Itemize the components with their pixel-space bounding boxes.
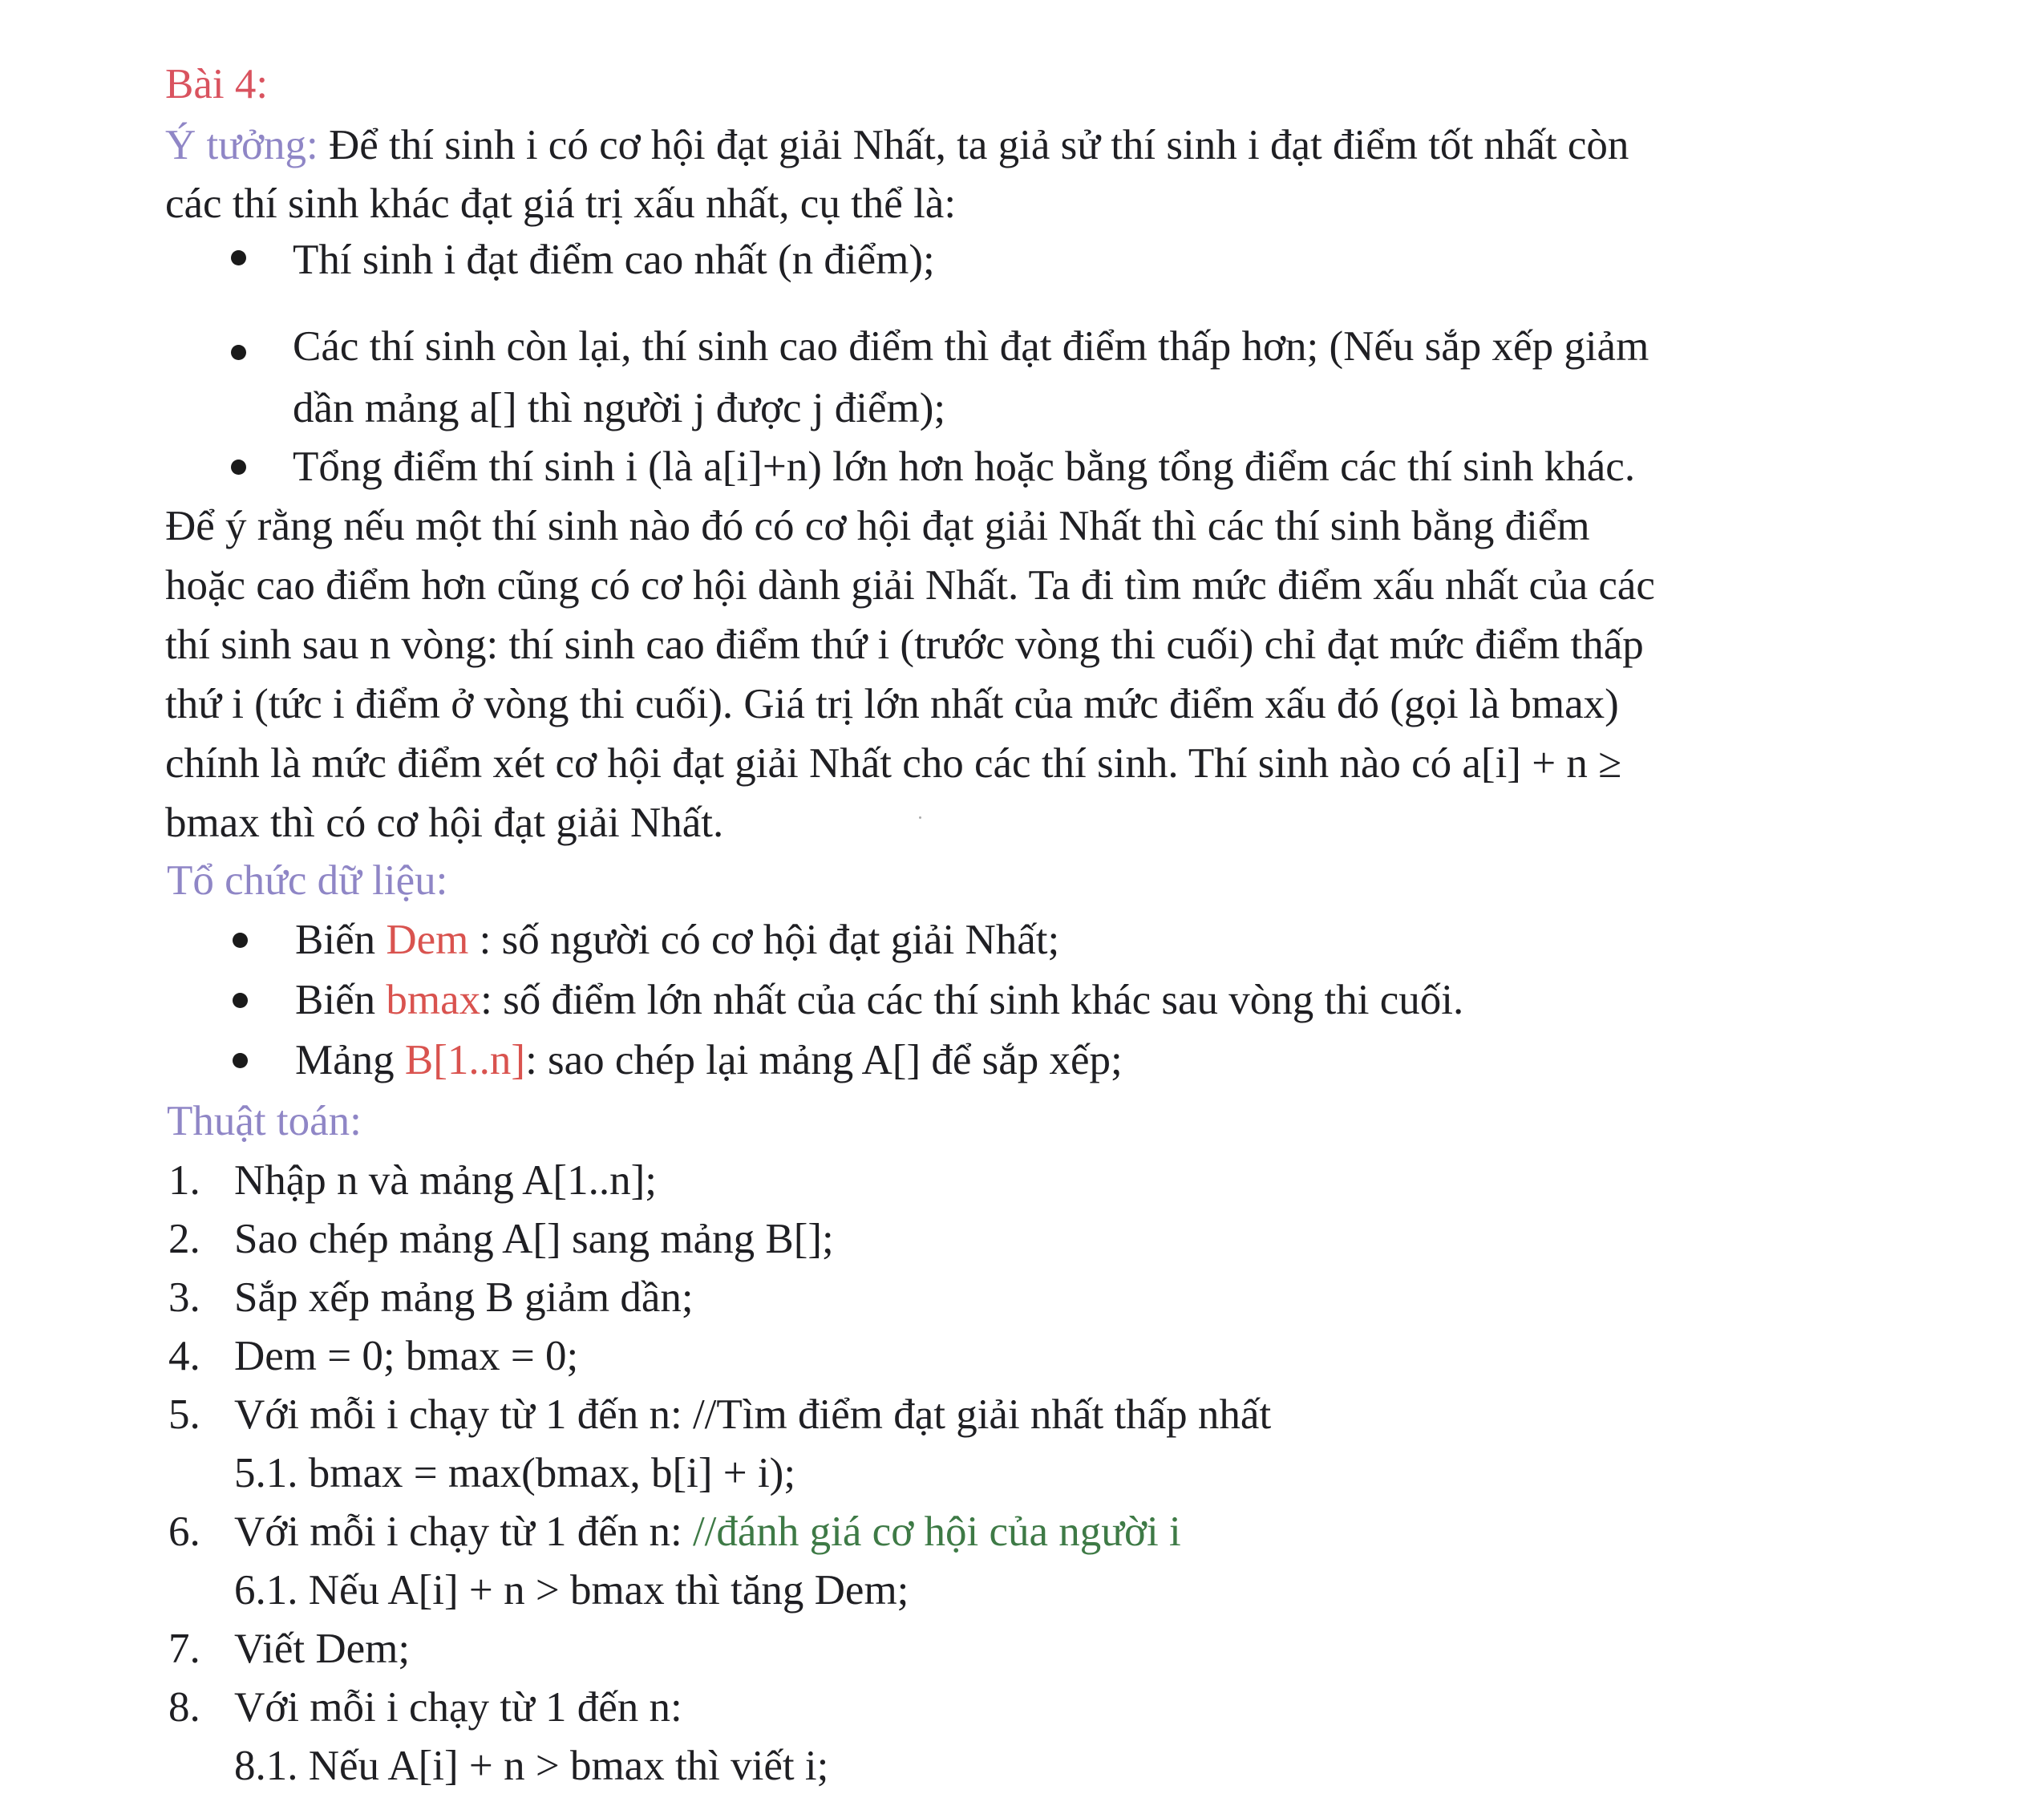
step-number: 8. xyxy=(168,1684,200,1731)
substep-text: 6.1. Nếu A[i] + n > bmax thì tăng Dem; xyxy=(234,1567,909,1614)
data-item-bmax: Biến bmax: số điểm lớn nhất của các thí sinh khác sau vòng thi cuối. xyxy=(295,977,1464,1023)
paragraph-line-5: chính là mức điểm xét cơ hội đạt giải Nhất cho các thí sinh. Thí sinh nào có a[i] + n ≥ xyxy=(165,740,1622,787)
step-number: 3. xyxy=(168,1274,200,1321)
bullet-icon xyxy=(231,460,246,475)
bullet-icon xyxy=(233,933,248,948)
var-b-array: B[1..n] xyxy=(404,1037,526,1083)
scan-speck xyxy=(919,816,921,819)
bullet-icon xyxy=(233,1053,248,1068)
paragraph-line-2: hoặc cao điểm hơn cũng có cơ hội dành giải Nhất. Ta đi tìm mức điểm xấu nhất của các xyxy=(165,562,1655,609)
paragraph-line-4: thứ i (tức i điểm ở vòng thi cuối). Giá trị lớn nhất của mức điểm xấu đó (gọi là bmax) xyxy=(165,681,1619,727)
step-number: 4. xyxy=(168,1333,200,1379)
step-number: 6. xyxy=(168,1508,200,1555)
step-number: 7. xyxy=(168,1626,200,1672)
idea-bullet-2-cont: dần mảng a[] thì người j được j điểm); xyxy=(293,385,946,431)
step-text: Nhập n và mảng A[1..n]; xyxy=(234,1157,657,1204)
idea-label: Ý tưởng: xyxy=(165,122,318,168)
data-org-heading: Tổ chức dữ liệu: xyxy=(167,857,448,904)
data-item-b: Mảng B[1..n]: sao chép lại mảng A[] để sắp xếp; xyxy=(295,1037,1123,1083)
paragraph-line-3: thí sinh sau n vòng: thí sinh cao điểm thứ i (trước vòng thi cuối) chỉ đạt mức điểm thấp xyxy=(165,622,1644,668)
step-text: Dem = 0; bmax = 0; xyxy=(234,1333,579,1379)
step-number: 5. xyxy=(168,1391,200,1438)
idea-bullet-2: Các thí sinh còn lại, thí sinh cao điểm thì đạt điểm thấp hơn; (Nếu sắp xếp giảm xyxy=(293,323,1649,370)
step-text: Với mỗi i chạy từ 1 đến n: //đánh giá cơ hội của người i xyxy=(234,1508,1181,1555)
bullet-icon xyxy=(231,250,246,265)
page-title: Bài 4: xyxy=(165,61,269,107)
idea-bullet-1: Thí sinh i đạt điểm cao nhất (n điểm); xyxy=(293,237,935,283)
paragraph-line-1: Để ý rằng nếu một thí sinh nào đó có cơ hội đạt giải Nhất thì các thí sinh bằng điểm xyxy=(165,503,1590,549)
step-text: Viết Dem; xyxy=(234,1626,411,1672)
idea-line-1 xyxy=(165,124,1629,167)
step-text: Với mỗi i chạy từ 1 đến n: //Tìm điểm đạt giải nhất thấp nhất xyxy=(234,1391,1272,1438)
substep-text: 5.1. bmax = max(bmax, b[i] + i); xyxy=(234,1450,796,1496)
idea-line-2: các thí sinh khác đạt giá trị xấu nhất, cụ thể là: xyxy=(165,180,957,227)
bullet-icon xyxy=(233,993,248,1008)
data-item-dem: Biến Dem : số người có cơ hội đạt giải Nhất; xyxy=(295,917,1060,963)
idea-text-1: Để thí sinh i có cơ hội đạt giải Nhất, ta giả sử thí sinh i đạt điểm tốt nhất còn xyxy=(318,122,1629,168)
step-text: Sắp xếp mảng B giảm dần; xyxy=(234,1274,694,1321)
algorithm-heading: Thuật toán: xyxy=(167,1098,362,1144)
paragraph-line-6: bmax thì có cơ hội đạt giải Nhất. xyxy=(165,800,724,846)
var-bmax: bmax xyxy=(386,977,481,1023)
bullet-icon xyxy=(231,345,246,360)
substep-text: 8.1. Nếu A[i] + n > bmax thì viết i; xyxy=(234,1743,829,1789)
step-text: Sao chép mảng A[] sang mảng B[]; xyxy=(234,1216,834,1262)
step-text: Với mỗi i chạy từ 1 đến n: xyxy=(234,1684,682,1731)
idea-bullet-3: Tổng điểm thí sinh i (là a[i]+n) lớn hơn hoặc bằng tổng điểm các thí sinh khác. xyxy=(293,443,1636,490)
var-dem: Dem xyxy=(386,917,469,963)
step-comment: //đánh giá cơ hội của người i xyxy=(692,1508,1181,1555)
step-number: 2. xyxy=(168,1216,200,1262)
step-number: 1. xyxy=(168,1157,200,1204)
